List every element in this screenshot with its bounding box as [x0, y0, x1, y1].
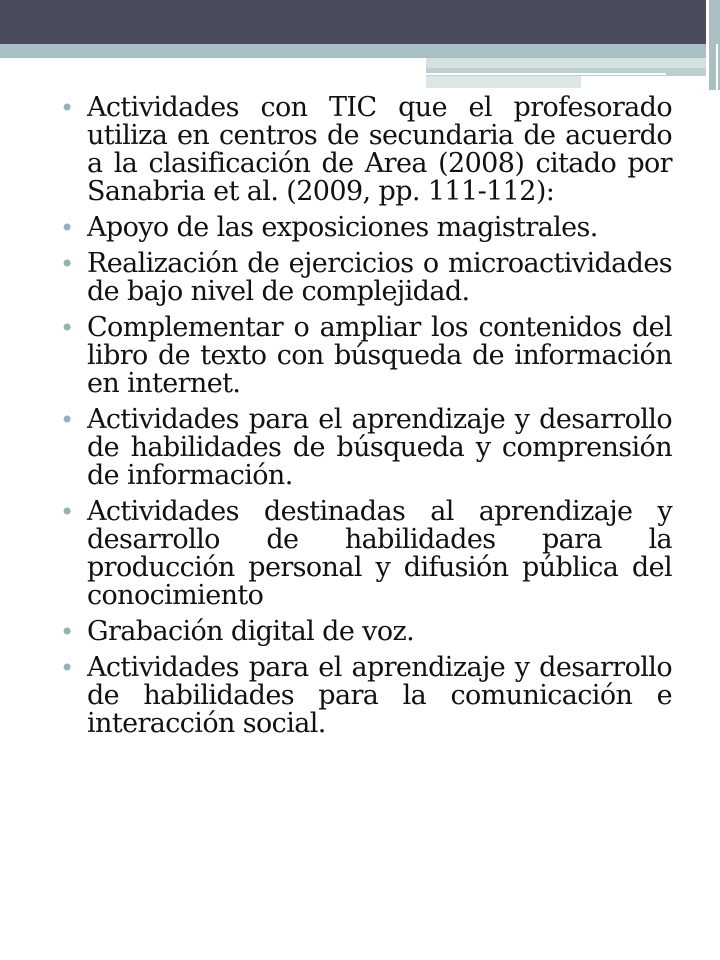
list-item-text: Actividades para el aprendizaje y desarrollo de habilidades de búsqueda y comprensión de información.: [87, 404, 672, 491]
list-item: [60, 654, 672, 738]
list-item-text: Actividades para el aprendizaje y desarrollo de habilidades para la comunicación e interacción social.: [87, 652, 672, 739]
bullet-icon: •: [60, 406, 74, 434]
list-item: [60, 94, 672, 206]
header-band-right-teal: [709, 0, 720, 90]
list-item-text: Grabación digital de voz.: [87, 616, 415, 647]
list-item: [60, 314, 672, 398]
header-band-light-3: [426, 76, 581, 88]
bullet-icon: •: [60, 250, 74, 278]
list-item: [60, 250, 672, 306]
bullet-icon: •: [60, 498, 74, 526]
list-item: [60, 406, 672, 490]
header-band-light: [426, 58, 706, 68]
header-band-right-dark: [694, 0, 706, 44]
list-item-text: Actividades con TIC que el profesorado utiliza en centros de secundaria de acuerdo a la clasificación de Area (2008) citado por Sanabria et al. (2009, pp. 111-112):: [87, 92, 672, 207]
bullet-icon: •: [60, 654, 74, 682]
list-item-text: Complementar o ampliar los contenidos del libro de texto con búsqueda de información en internet.: [87, 312, 672, 399]
bullet-list: [60, 94, 672, 738]
bullet-icon: •: [60, 214, 74, 242]
slide-body: [60, 94, 672, 746]
header-band-right-line: [716, 44, 718, 90]
list-item: [60, 214, 672, 242]
header-band-teal: [0, 44, 706, 58]
list-item: [60, 498, 672, 610]
bullet-icon: •: [60, 618, 74, 646]
bullet-icon: •: [60, 94, 74, 122]
list-item-text: Realización de ejercicios o microactividades de bajo nivel de complejidad.: [87, 248, 672, 307]
bullet-icon: •: [60, 314, 74, 342]
list-item-text: Apoyo de las exposiciones magistrales.: [87, 212, 598, 243]
header-band-line: [426, 73, 666, 75]
list-item: [60, 618, 672, 646]
list-item-text: Actividades destinadas al aprendizaje y desarrollo de habilidades para la producción personal y difusión pública del conocimiento: [87, 496, 672, 611]
header-band-dark: [0, 0, 694, 44]
